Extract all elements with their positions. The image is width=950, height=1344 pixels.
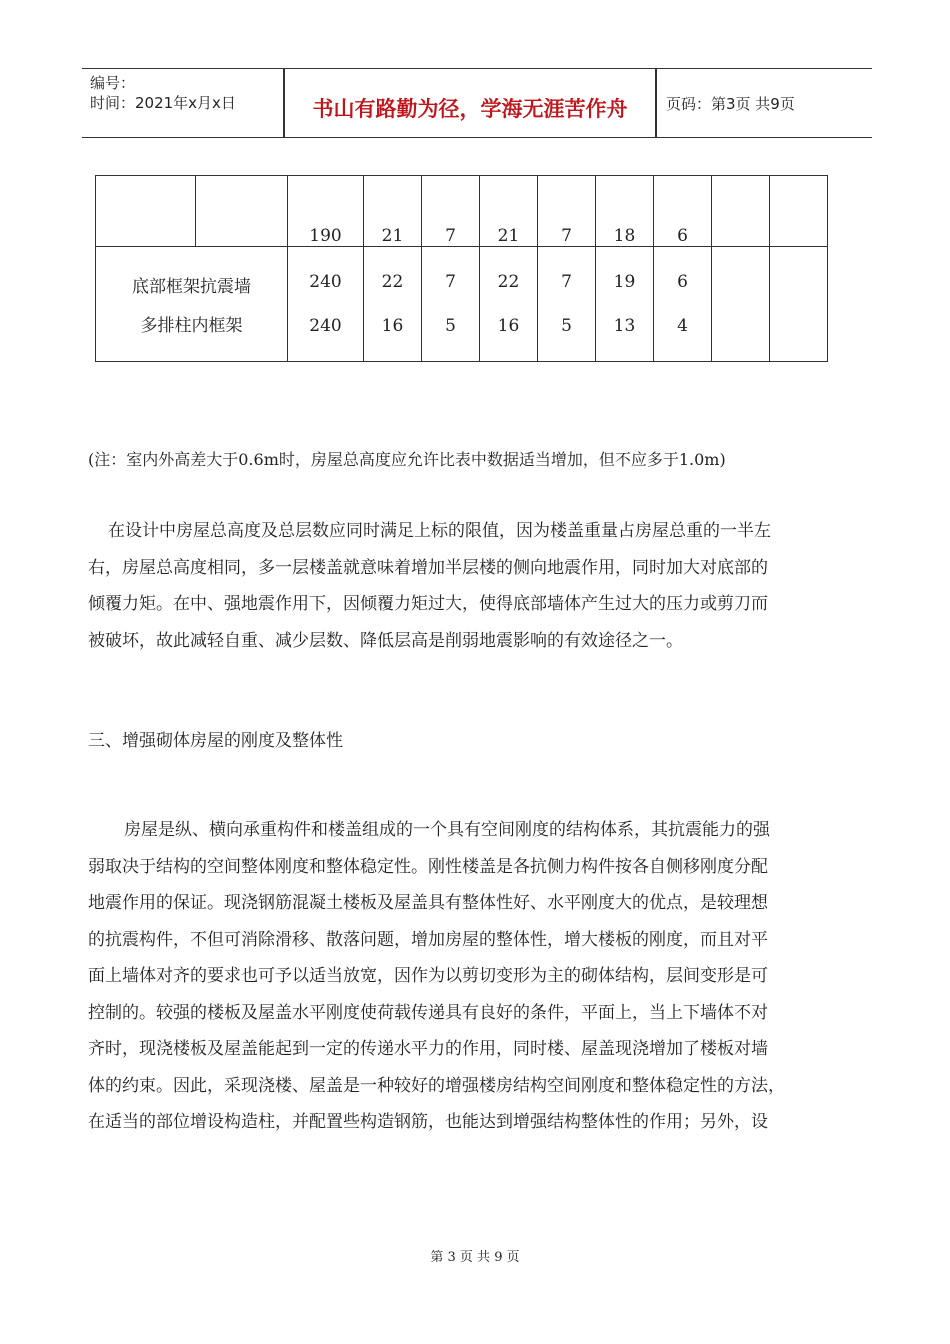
text-line: 控制的。较强的楼板及屋盖水平刚度使荷载传递具有良好的条件，平面上，当上下墙体不对 bbox=[88, 1002, 768, 1023]
page-footer: 第 3 页 共 9 页 bbox=[430, 1250, 520, 1265]
text-line: 体的约束。因此，采现浇楼、屋盖是一种较好的增强楼房结构空间刚度和整体稳定性的方法， bbox=[88, 1075, 785, 1096]
table-cell: 6 bbox=[654, 176, 712, 247]
text-line: 房屋是纵、横向承重构件和楼盖组成的一个具有空间刚度的结构体系，其抗震能力的强 bbox=[124, 820, 770, 840]
table-cell bbox=[422, 247, 480, 362]
table-cell bbox=[288, 247, 364, 362]
paragraph-rigidity bbox=[88, 812, 872, 1141]
table-cell bbox=[712, 247, 770, 362]
cell-value: 4 bbox=[677, 316, 688, 336]
cell-value: 6 bbox=[677, 272, 688, 292]
cell-value: 16 bbox=[497, 316, 520, 336]
table-cell: 18 bbox=[596, 176, 654, 247]
height-limit-table bbox=[95, 175, 828, 362]
text-line: 弱取决于结构的空间整体刚度和整体稳定性。刚性楼盖是各抗侧力构件按各自侧移刚度分配 bbox=[88, 856, 768, 877]
cell-value: 16 bbox=[381, 316, 404, 336]
document-time-label: 时间：2021年x月x日 bbox=[90, 94, 236, 112]
table-note: (注：室内外高差大于0.6m时，房屋总高度应允许比表中数据适当增加，但不应多于1.0m) bbox=[88, 450, 726, 469]
cell-value: 7 bbox=[561, 272, 572, 292]
text-line: 倾覆力矩。在中、强地震作用下，因倾覆力矩过大，使得底部墙体产生过大的压力或剪刀而 bbox=[88, 594, 768, 614]
cell-value: 240 bbox=[309, 272, 342, 292]
row-label: 底部框架抗震墙 bbox=[132, 277, 251, 297]
text-line: 右，房屋总高度相同，多一层楼盖就意味着增加半层楼的侧向地震作用，同时加大对底部的 bbox=[88, 557, 768, 578]
cell-value: 22 bbox=[497, 272, 520, 292]
table-cell bbox=[654, 247, 712, 362]
cell-value: 5 bbox=[445, 316, 456, 336]
table-cell: 7 bbox=[538, 176, 596, 247]
text-line: 地震作用的保证。现浇钢筋混凝土楼板及屋盖具有整体性好、水平刚度大的优点，是较理想 bbox=[88, 893, 768, 913]
cell-value: 13 bbox=[613, 316, 636, 336]
text-line: 在适当的部位增设构造柱，并配置些构造钢筋，也能达到增强结构整体性的作用；另外，设 bbox=[88, 1112, 768, 1132]
cell-value: 7 bbox=[445, 272, 456, 292]
text-line: 被破坏，故此减轻自重、减少层数、降低层高是削弱地震影响的有效途径之一。 bbox=[88, 630, 683, 651]
header-page-info: 页码：第3页 共9页 bbox=[666, 95, 795, 113]
cell-value: 22 bbox=[381, 272, 404, 292]
document-number-label: 编号： bbox=[90, 74, 136, 92]
table-cell bbox=[712, 176, 770, 247]
table-cell bbox=[770, 247, 828, 362]
text-line: 的抗震构件，不但可消除滑移、散落问题，增加房屋的整体性，增大楼板的刚度，而且对平 bbox=[88, 929, 768, 950]
table-cell: 190 bbox=[288, 176, 364, 247]
cell-value: 240 bbox=[309, 316, 342, 336]
table-cell bbox=[538, 247, 596, 362]
header-motto: 书山有路勤为径，学海无涯苦作舟 bbox=[312, 97, 628, 121]
table-cell: 21 bbox=[364, 176, 422, 247]
table-cell bbox=[364, 247, 422, 362]
table-cell bbox=[196, 176, 288, 247]
table-cell bbox=[596, 247, 654, 362]
header-divider bbox=[655, 69, 657, 137]
table-cell bbox=[770, 176, 828, 247]
table-row bbox=[96, 176, 828, 247]
table-row-labels bbox=[96, 247, 288, 362]
header-meta bbox=[90, 73, 236, 113]
text-line: 在设计中房屋总高度及总层数应同时满足上标的限值，因为楼盖重量占房屋总重的一半左 bbox=[108, 521, 771, 541]
paragraph-height-limits bbox=[88, 513, 872, 659]
table-cell bbox=[480, 247, 538, 362]
table-cell: 7 bbox=[422, 176, 480, 247]
text-line: 面上墙体对齐的要求也可予以适当放宽，因作为以剪切变形为主的砌体结构，层间变形是可 bbox=[88, 966, 768, 986]
text-line: 齐时，现浇楼板及屋盖能起到一定的传递水平力的作用，同时楼、屋盖现浇增加了楼板对墙 bbox=[88, 1039, 768, 1059]
section-heading: 三、增强砌体房屋的刚度及整体性 bbox=[88, 731, 343, 751]
table-cell bbox=[96, 176, 196, 247]
table-cell: 21 bbox=[480, 176, 538, 247]
page-header bbox=[82, 68, 872, 138]
cell-value: 19 bbox=[613, 272, 636, 292]
table-row bbox=[96, 247, 828, 362]
row-label: 多排柱内框架 bbox=[140, 316, 243, 336]
cell-value: 5 bbox=[561, 316, 572, 336]
